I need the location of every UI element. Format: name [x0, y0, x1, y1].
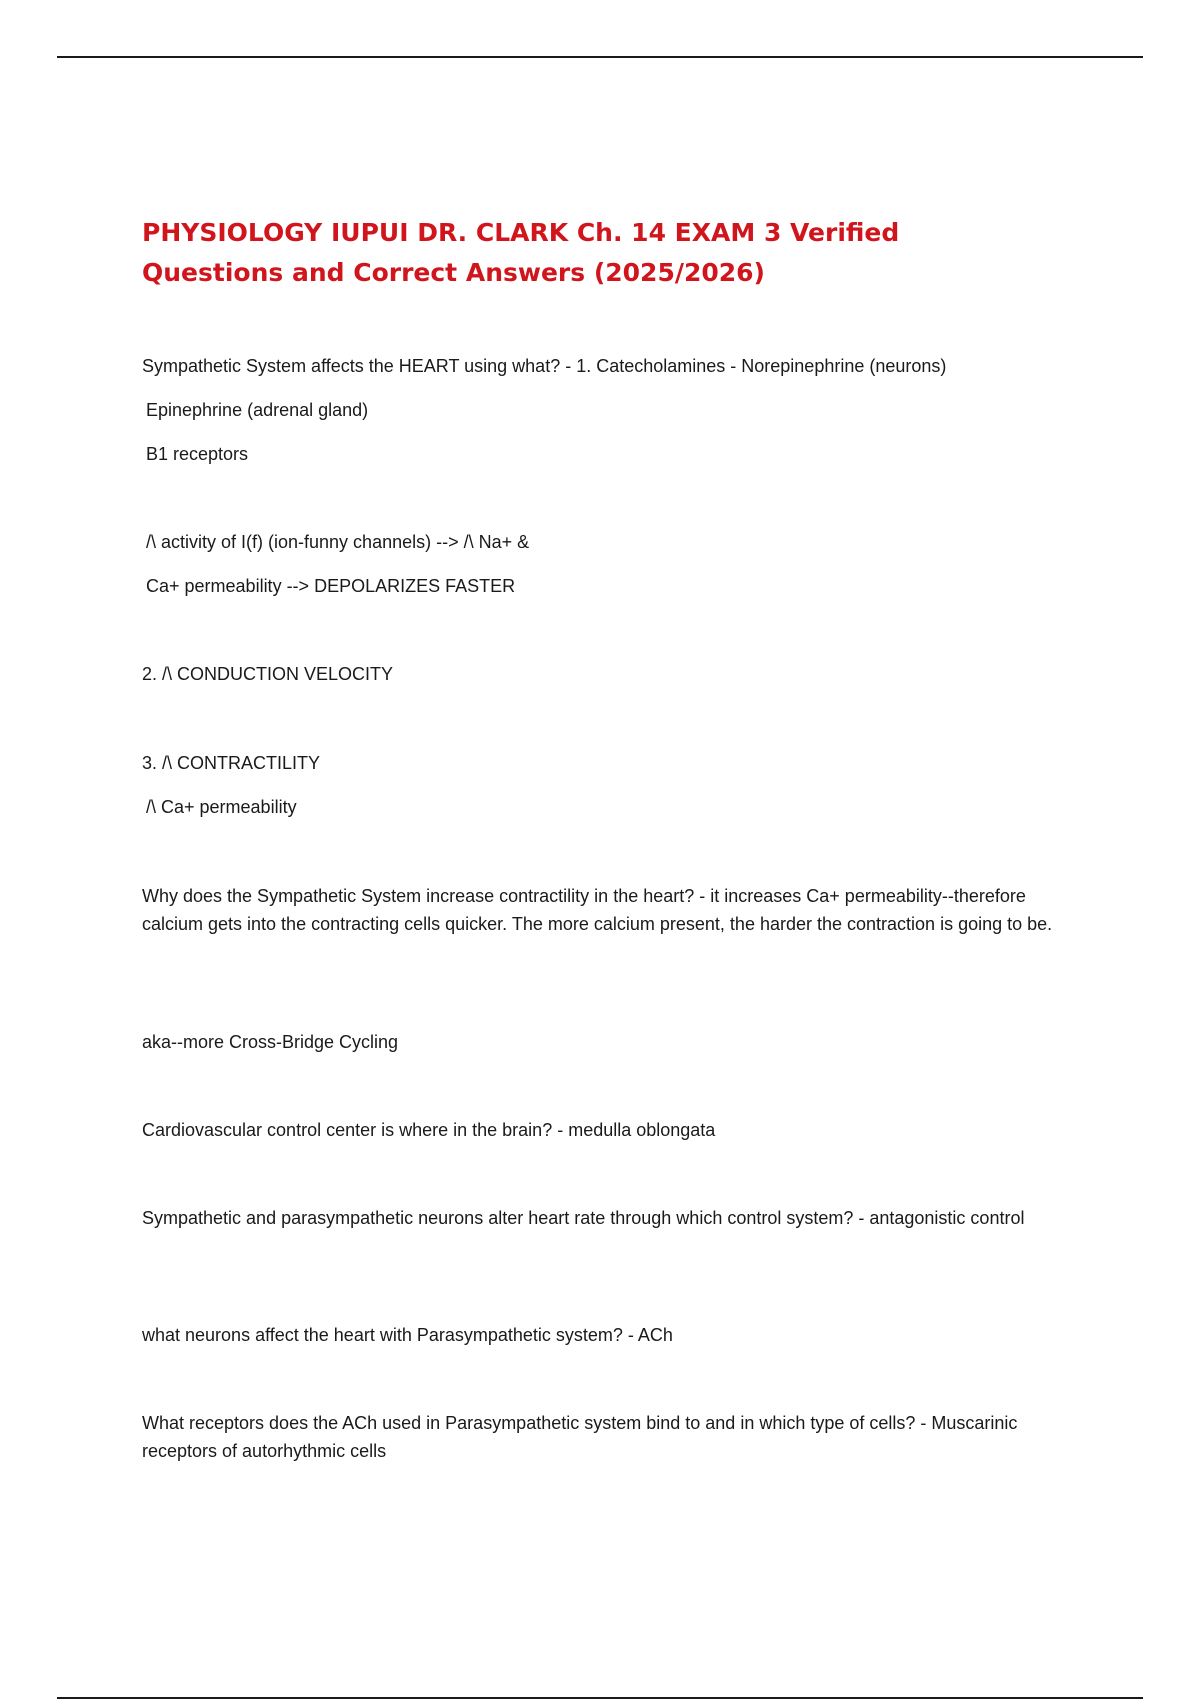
header-rule: [57, 56, 1143, 58]
title-line-1: PHYSIOLOGY IUPUI DR. CLARK Ch. 14 EXAM 3 Verified: [142, 218, 900, 247]
answer-conduction-velocity: 2. /\ CONDUCTION VELOCITY: [142, 664, 394, 684]
answer-epinephrine: Epinephrine (adrenal gland): [146, 400, 369, 420]
answer-contractility: 3. /\ CONTRACTILITY: [142, 753, 321, 773]
question-parasympathetic-neurons: what neurons affect the heart with Parasympathetic system? - ACh: [142, 1325, 673, 1345]
footer-rule: [57, 1697, 1143, 1699]
question-muscarinic-receptors: What receptors does the ACh used in Parasympathetic system bind to and in which type of cells? - Muscarinic receptors of autorhythmic cells: [142, 1413, 1018, 1461]
note-cross-bridge-cycling: aka--more Cross-Bridge Cycling: [142, 1032, 399, 1052]
title-line-2: Questions and Correct Answers (2025/2026): [142, 258, 765, 287]
answer-funny-channels: /\ activity of I(f) (ion-funny channels) --> /\ Na+ &: [146, 532, 530, 552]
question-sympathetic-heart: Sympathetic System affects the HEART using what? - 1. Catecholamines - Norepinephrine (neurons): [142, 356, 947, 376]
document-title: [142, 213, 1102, 293]
question-antagonistic-control: Sympathetic and parasympathetic neurons alter heart rate through which control system? - antagonistic control: [142, 1208, 1025, 1228]
question-contractility: Why does the Sympathetic System increase contractility in the heart? - it increases Ca+ permeability--therefore calcium gets into the contracting cells quicker. The more calcium present, the harder the contraction is going to be.: [142, 886, 1053, 934]
answer-ca-permeability: /\ Ca+ permeability: [146, 797, 297, 817]
answer-b1-receptors: B1 receptors: [146, 444, 249, 464]
answer-depolarizes-faster: Ca+ permeability --> DEPOLARIZES FASTER: [146, 576, 516, 596]
question-control-center: Cardiovascular control center is where in the brain? - medulla oblongata: [142, 1120, 716, 1140]
